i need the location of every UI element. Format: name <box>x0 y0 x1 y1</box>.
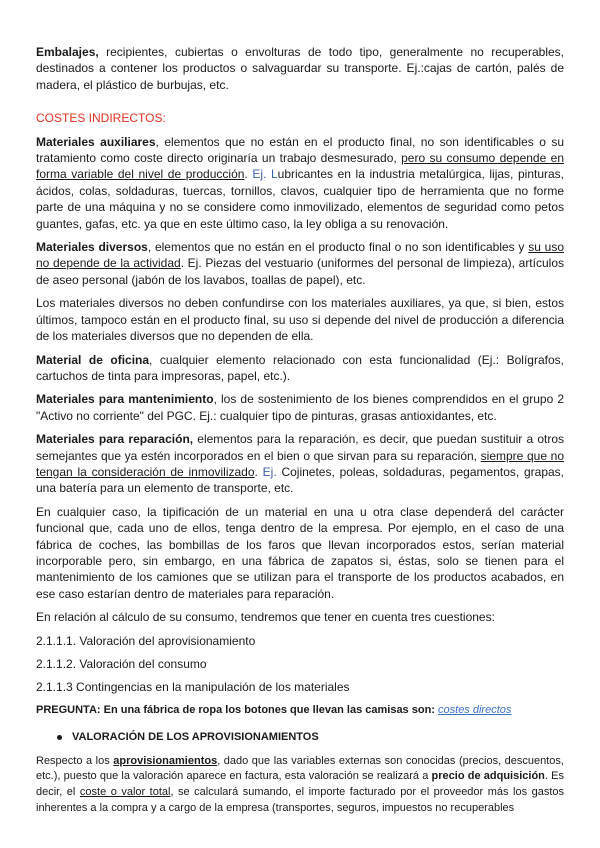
term-embalajes: Embalajes, <box>36 45 99 59</box>
paragraph-reparacion: Materiales para reparación, elementos para la reparación, es decir, que puedan sustituir a otros semejantes que ya estén incorporados en el bien o que sirvan para su reparación, siempre que no tengan la consideración de inmovilizado. Ej. Cojinetes, poleas, soldaduras, pegamentos, grapas, una batería para un elemento de transporte, etc. <box>36 432 565 496</box>
heading-costes-indirectos: COSTES INDIRECTOS: <box>36 111 166 126</box>
term-mantenimiento: Materiales para mantenimiento <box>36 392 214 407</box>
bullet-heading <box>36 730 564 745</box>
example-marker: Ej. <box>262 464 277 479</box>
term-reparacion: Materiales para reparación, <box>36 432 194 447</box>
paragraph-tipificacion: En cualquier caso, la tipificación de un material en una u otra clase dependerá del carácter funcional que, cada uno de ellos, tenga dentro de la empresa. Por ejemplo, en el caso de una fábrica de coches, las bombillas de los faros que llevan incorporados estos, serían material incorporable pero, sin embargo, en una fábrica de zapatos si, éstas, solo se tienen para el mantenimiento de los camiones que se utilizan para el transporte de los productos acabados, en ese caso estarían dentro de materiales para reparación. <box>36 504 564 601</box>
underlined-phrase: pero su consumo depende en forma variable del nivel de producción <box>36 151 564 182</box>
bullet-heading-text: VALORACIÓN DE LOS APROVISIONAMIENTOS <box>72 730 319 743</box>
term-materiales-diversos: Materiales diversos <box>36 240 148 255</box>
example-marker: Ej. L <box>252 167 278 182</box>
underlined-phrase: coste o valor total <box>79 786 171 799</box>
question-line <box>36 703 564 719</box>
document-page <box>36 44 564 817</box>
paragraph-materiales-auxiliares: Materiales auxiliares, elementos que no están en el producto final, no son identificables o su tratamiento como coste directo originaría un trabajo desmesurado, pero su consumo depende en forma variable del nivel de producción. Ej. Lubricantes en la industria metalúrgica, lijas, pinturas, ácidos, colas, soldaduras, tuercas, tornillos, clavos, cualquier tipo de herramienta que no forme parte de una máquina y no se considere como inmovilizado, elementos de seguridad como petos guantes, gafas, etc. ya que en este último caso, la ley obliga a su renovación. <box>36 134 565 231</box>
paragraph-calculo-consumo: En relación al cálculo de su consumo, tendremos que tener en cuenta tres cuestiones: <box>36 610 495 625</box>
term-materiales-auxiliares: Materiales auxiliares <box>36 134 156 149</box>
paragraph-material-oficina: Material de oficina, cualquier elemento relacionado con esta funcionalidad (Ej.: Bolígrafos, cartuchos de tinta para impresoras, papel, etc.). <box>36 352 564 383</box>
answer-link[interactable]: costes directos <box>438 703 512 716</box>
paragraph-materiales-diversos: Materiales diversos, elementos que no están en el producto final o no son identificables y su uso no depende de la actividad. Ej. Piezas del vestuario (uniformes del personal de limpieza), artículos de aseo personal (jabón de los lavabos, toallas de papel), etc. <box>36 240 564 287</box>
underlined-phrase: siempre que no tengan la consideración de inmovilizado <box>36 448 564 479</box>
bullet-icon <box>57 735 62 740</box>
underlined-phrase: su uso no depende de la actividad <box>36 240 564 271</box>
term-material-oficina: Material de oficina <box>36 352 150 367</box>
paragraph-embalajes: Embalajes, recipientes, cubiertas o envolturas de todo tipo, generalmente no recuperables, destinados a contener los productos o salvaguardar su transporte. Ej.:cajas de cartón, palés de madera, el plástico de burbujas, etc. <box>36 45 564 92</box>
list-item: 2.1.1.1. Valoración del aprovisionamiento <box>36 633 256 648</box>
list-item: 2.1.1.2. Valoración del consumo <box>36 657 207 671</box>
paragraph-mantenimiento: Materiales para mantenimiento, los de sostenimiento de los bienes comprendidos en el grupo 2 "Activo no corriente" del PGC. Ej.: cualquier tipo de pinturas, grasas antioxidantes, etc. <box>36 392 564 423</box>
list-item: 2.1.1.3 Contingencias en la manipulación de los materiales <box>36 680 350 695</box>
term-aprovisionamientos: aprovisionamientos <box>113 754 218 767</box>
question-text: PREGUNTA: En una fábrica de ropa los botones que llevan las camisas son: <box>36 703 435 716</box>
paragraph-aprovisionamientos: Respecto a los aprovisionamientos, dado que las variables externas son conocidas (precios, descuentos, etc.), puesto que la valoración aparece en factura, esta valoración se realizará a precio de adquisición. Es decir, el coste o valor total, se calculará sumando, el importe facturado por el proveedor más los gastos inherentes a la compra y a cargo de la empresa (transportes, seguros, impuestos no recuperables <box>36 754 565 814</box>
term-precio-adquisicion: precio de adquisición <box>431 770 545 783</box>
paragraph-diversos-vs-auxiliares: Los materiales diversos no deben confundirse con los materiales auxiliares, ya que, si bien, estos últimos, tampoco están en el producto final, su uso si depende del nivel de producción a diferencia de los materiales diversos que no dependen de ella. <box>36 296 564 344</box>
